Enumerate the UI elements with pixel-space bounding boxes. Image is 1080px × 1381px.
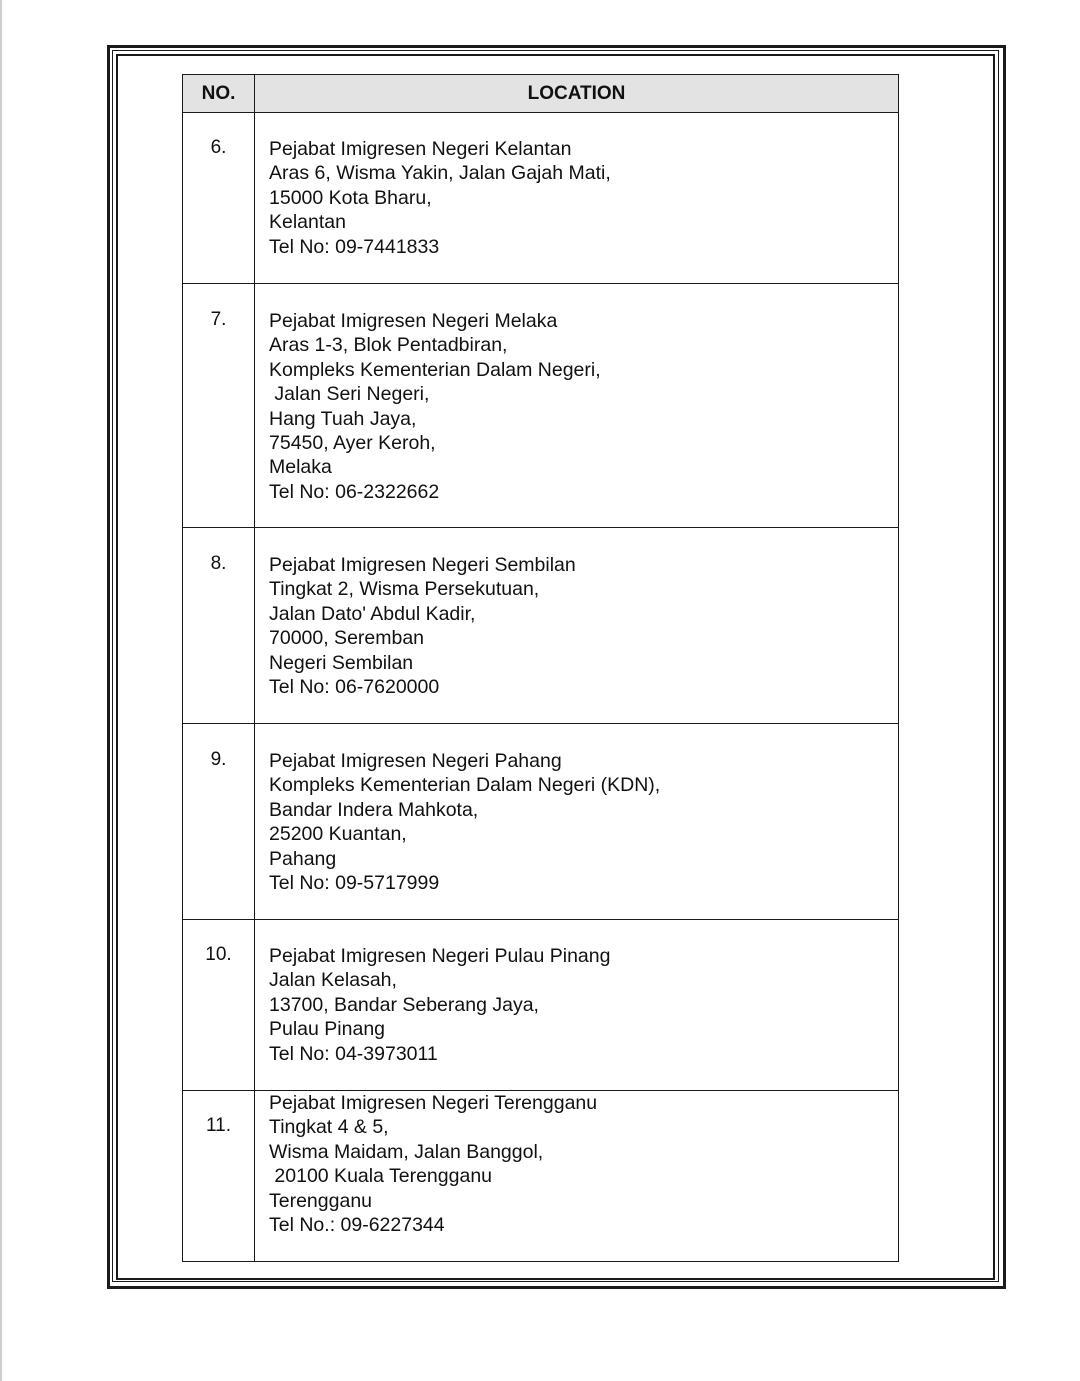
page-left-edge (0, 0, 2, 1381)
address-line: Jalan Kelasah, (269, 969, 397, 992)
address-line: Aras 1-3, Blok Pentadbiran, (269, 334, 508, 357)
address-line: 70000, Seremban (269, 627, 425, 650)
row-number (183, 1091, 255, 1262)
phone-line: Tel No: 06-7620000 (269, 676, 440, 699)
office-name: Pejabat Imigresen Negeri Sembilan (269, 554, 576, 576)
address-line: Pulau Pinang (269, 1018, 386, 1041)
address-line: Jalan Seri Negeri, (269, 383, 430, 406)
address-line: 20100 Kuala Terengganu (269, 1165, 493, 1188)
address-line: Aras 6, Wisma Yakin, Jalan Gajah Mati, (269, 162, 611, 185)
address-line: Kelantan (269, 211, 346, 234)
address-line: Pahang (269, 847, 337, 870)
office-name: Pejabat Imigresen Negeri Kelantan (269, 138, 572, 160)
address-block (255, 1091, 898, 1237)
table-row (183, 113, 899, 284)
office-name: Pejabat Imigresen Negeri Terengganu (269, 1092, 598, 1114)
address-block (255, 113, 898, 259)
row-number-text: 7. (210, 309, 227, 330)
table-row (183, 724, 899, 920)
address-line: Tingkat 2, Wisma Persekutuan, (269, 578, 540, 601)
phone-line: Tel No: 04-3973011 (269, 1042, 438, 1065)
phone-line: Tel No: 09-7441833 (269, 235, 440, 258)
location-cell (255, 920, 899, 1091)
address-block (255, 724, 898, 895)
address-line: Tingkat 4 & 5, (269, 1116, 389, 1139)
office-name: Pejabat Imigresen Negeri Pahang (269, 750, 562, 772)
address-line: Melaka (269, 456, 332, 479)
location-cell (255, 724, 899, 920)
location-cell (255, 113, 899, 284)
row-number-text: 6. (210, 137, 227, 158)
location-cell (255, 528, 899, 724)
address-line: Kompleks Kementerian Dalam Negeri, (269, 358, 601, 381)
address-line: 75450, Ayer Keroh, (269, 432, 436, 455)
address-line: Jalan Dato' Abdul Kadir, (269, 602, 476, 625)
table-header-row (183, 75, 899, 113)
address-block (255, 528, 898, 699)
phone-line: Tel No.: 09-6227344 (269, 1214, 445, 1237)
table-row (183, 528, 899, 724)
row-number-text: 11. (205, 1115, 231, 1136)
address-line: Bandar Indera Mahkota, (269, 798, 479, 821)
address-line: Wisma Maidam, Jalan Banggol, (269, 1140, 544, 1163)
row-number (183, 113, 255, 284)
address-line: Kompleks Kementerian Dalam Negeri (KDN), (269, 774, 661, 797)
header-location: LOCATION (255, 75, 899, 113)
phone-line: Tel No: 06-2322662 (269, 480, 440, 503)
office-name: Pejabat Imigresen Negeri Melaka (269, 310, 558, 332)
header-no: NO. (183, 75, 255, 113)
location-cell (255, 1091, 899, 1262)
row-number-text: 10. (205, 944, 232, 965)
address-line: 15000 Kota Bharu, (269, 186, 432, 209)
row-number (183, 284, 255, 528)
address-block (255, 284, 898, 504)
location-cell (255, 284, 899, 528)
address-line: Hang Tuah Jaya, (269, 407, 417, 430)
row-number (183, 528, 255, 724)
row-number (183, 920, 255, 1091)
row-number-text: 9. (210, 749, 227, 770)
table-row (183, 920, 899, 1091)
address-line: Negeri Sembilan (269, 651, 414, 674)
office-name: Pejabat Imigresen Negeri Pulau Pinang (269, 945, 611, 967)
row-number (183, 724, 255, 920)
address-line: 25200 Kuantan, (269, 823, 407, 846)
address-line: Terengganu (269, 1189, 373, 1212)
phone-line: Tel No: 09-5717999 (269, 872, 440, 895)
row-number-text: 8. (210, 553, 227, 574)
table-row (183, 1091, 899, 1262)
locations-table (182, 74, 899, 1262)
address-line: 13700, Bandar Seberang Jaya, (269, 993, 539, 1016)
table-row (183, 284, 899, 528)
address-block (255, 920, 898, 1066)
